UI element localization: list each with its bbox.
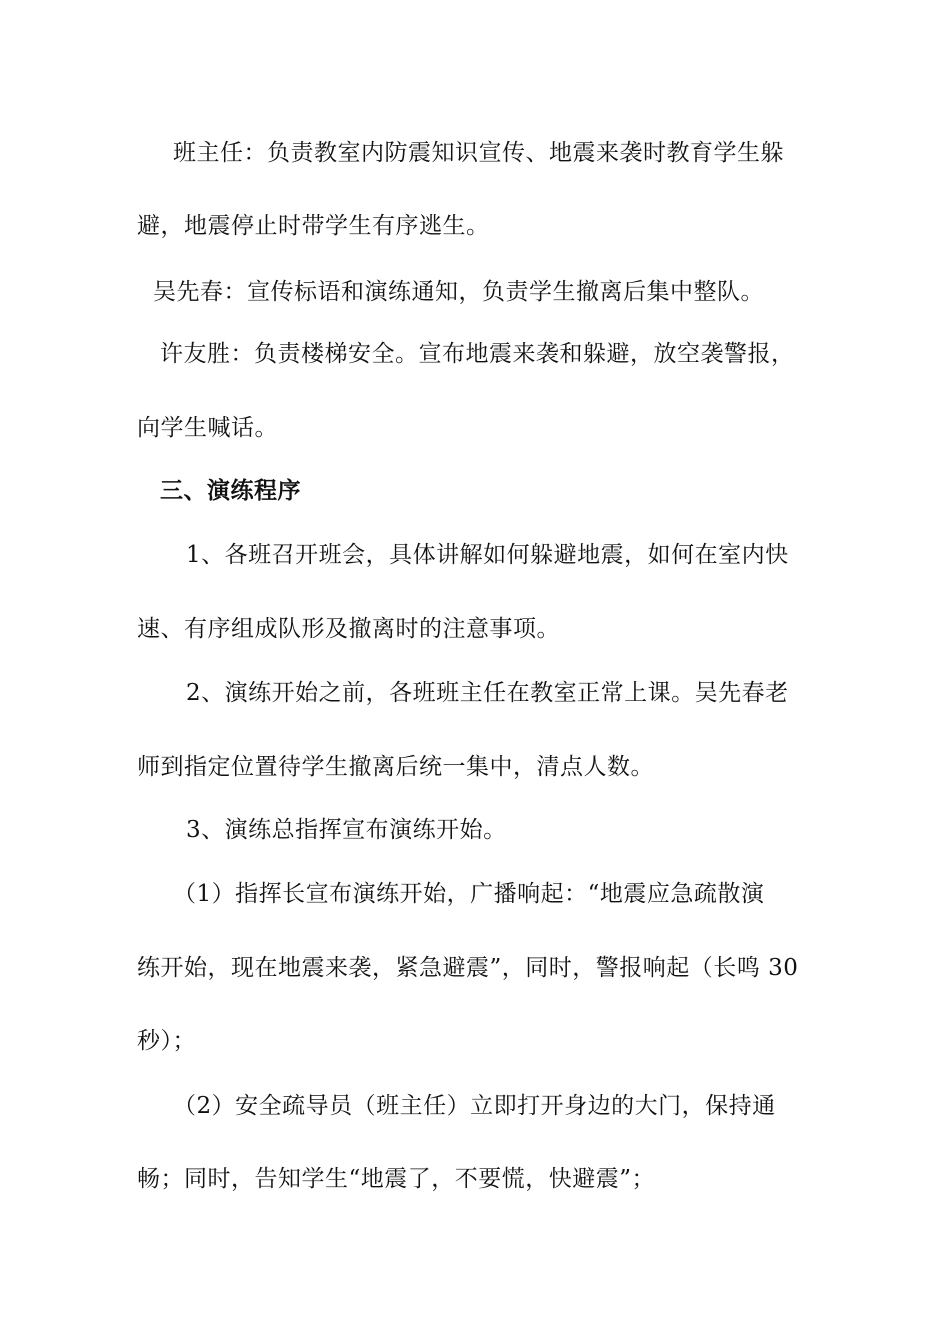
paragraph-line: 师到指定位置待学生撤离后统一集中，清点人数。 [137,754,654,780]
paragraph-line: 2、演练开始之前，各班班主任在教室正常上课。吴先春老 [186,680,789,706]
paragraph-line: 班主任：负责教室内防震知识宣传、地震来袭时教育学生躲 [173,140,784,166]
paragraph-line: 畅；同时，告知学生“地震了，不要慌，快避震”； [137,1166,656,1192]
paragraph-line: （2）安全疏导员（班主任）立即打开身边的大门，保持通 [173,1093,776,1119]
section-heading: 三、演练程序 [160,478,301,504]
paragraph-line: 吴先春：宣传标语和演练通知，负责学生撤离后集中整队。 [153,279,764,305]
paragraph-line: 1、各班召开班会，具体讲解如何躲避地震，如何在室内快 [186,542,789,568]
paragraph-line: 速、有序组成队形及撤离时的注意事项。 [137,616,560,642]
paragraph-line: 避，地震停止时带学生有序逃生。 [137,213,490,239]
paragraph-line: （1）指挥长宣布演练开始，广播响起：“地震应急疏散演 [173,881,765,907]
paragraph-line: 秒）； [137,1028,196,1054]
paragraph-line: 向学生喊话。 [137,415,278,441]
paragraph-line: 3、演练总指挥宣布演练开始。 [186,817,507,843]
paragraph-line: 许友胜：负责楼梯安全。宣布地震来袭和躲避，放空袭警报， [160,341,795,367]
paragraph-line: 练开始，现在地震来袭，紧急避震”，同时，警报响起（长鸣 30 [137,955,799,981]
